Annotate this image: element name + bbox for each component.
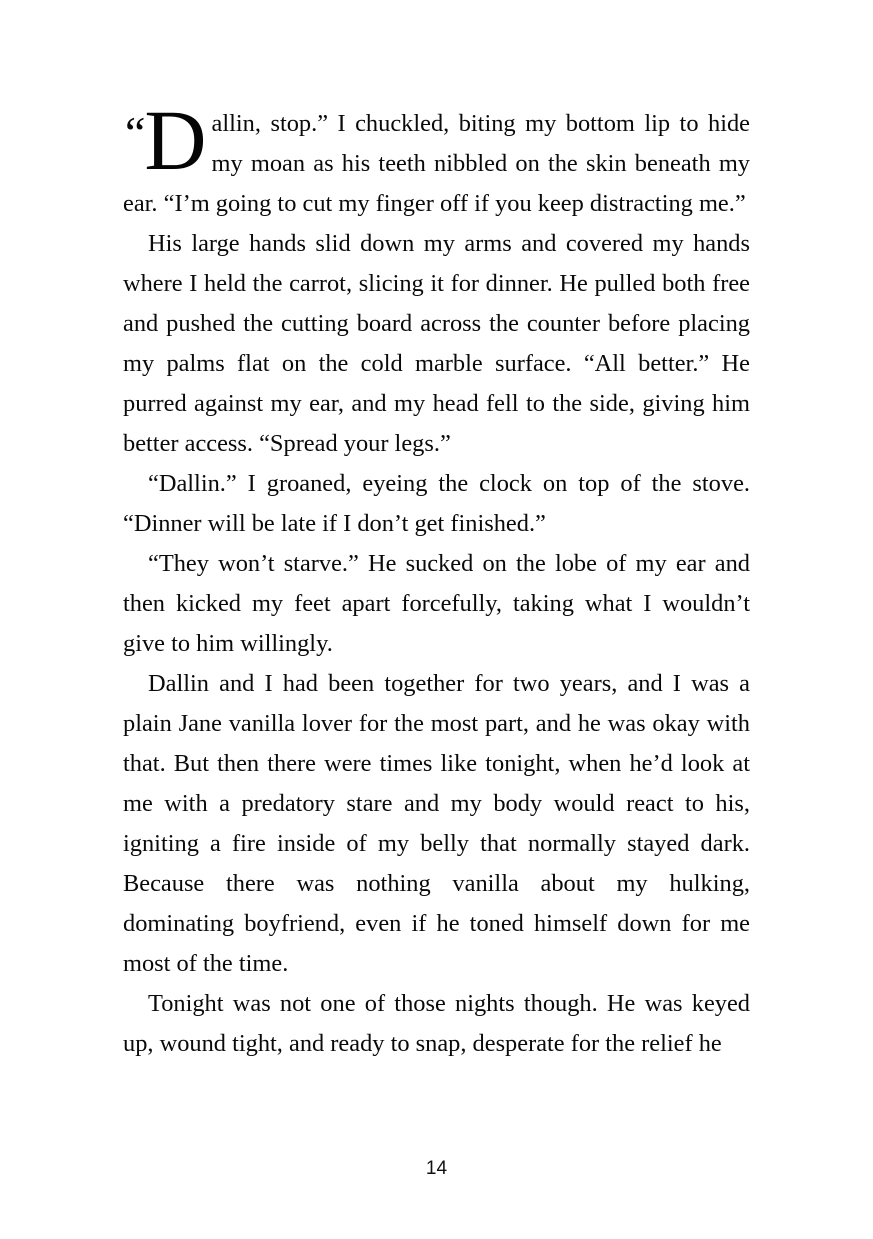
paragraph-3: “Dallin.” I groaned, eyeing the clock on top of the stove. “Dinner will be late if I don’t get finished.” — [123, 470, 750, 537]
paragraph-2: His large hands slid down my arms and covered my hands where I held the carrot, slicing it for dinner. He pulled both free and pushed the cutting board across the counter before placing my palms flat on the cold marble surface. “All better.” He purred against my ear, and my head fell to the side, giving him better access. “Spread your legs.” — [123, 230, 750, 457]
drop-cap-letter: D — [144, 92, 207, 188]
paragraph-6: Tonight was not one of those nights though. He was keyed up, wound tight, and ready to snap, desperate for the relief he — [123, 990, 750, 1057]
page-number: 14 — [425, 1158, 448, 1179]
paragraph-opening-text: allin, stop.” I chuckled, biting my bottom lip to hide my moan as his teeth nibbled on the skin beneath my ear. “I’m going to cut my finger off if you keep distracting me.” — [123, 110, 750, 217]
paragraph-4: “They won’t starve.” He sucked on the lobe of my ear and then kicked my feet apart forcefully, taking what I wouldn’t give to him willingly. — [123, 550, 750, 657]
page-text-block — [123, 92, 750, 1064]
paragraph-opening — [123, 92, 750, 224]
opening-quote-glyph: “ — [125, 107, 145, 158]
paragraph-5: Dallin and I had been together for two years, and I was a plain Jane vanilla lover for the most part, and he was okay with that. But then there were times like tonight, when he’d look at me with a predatory stare and my body would react to his, igniting a fire inside of my belly that normally stayed dark. Because there was nothing vanilla about my hulking, dominating boyfriend, even if he toned himself down for me most of the time. — [123, 670, 750, 977]
dropcap-group — [123, 92, 212, 188]
